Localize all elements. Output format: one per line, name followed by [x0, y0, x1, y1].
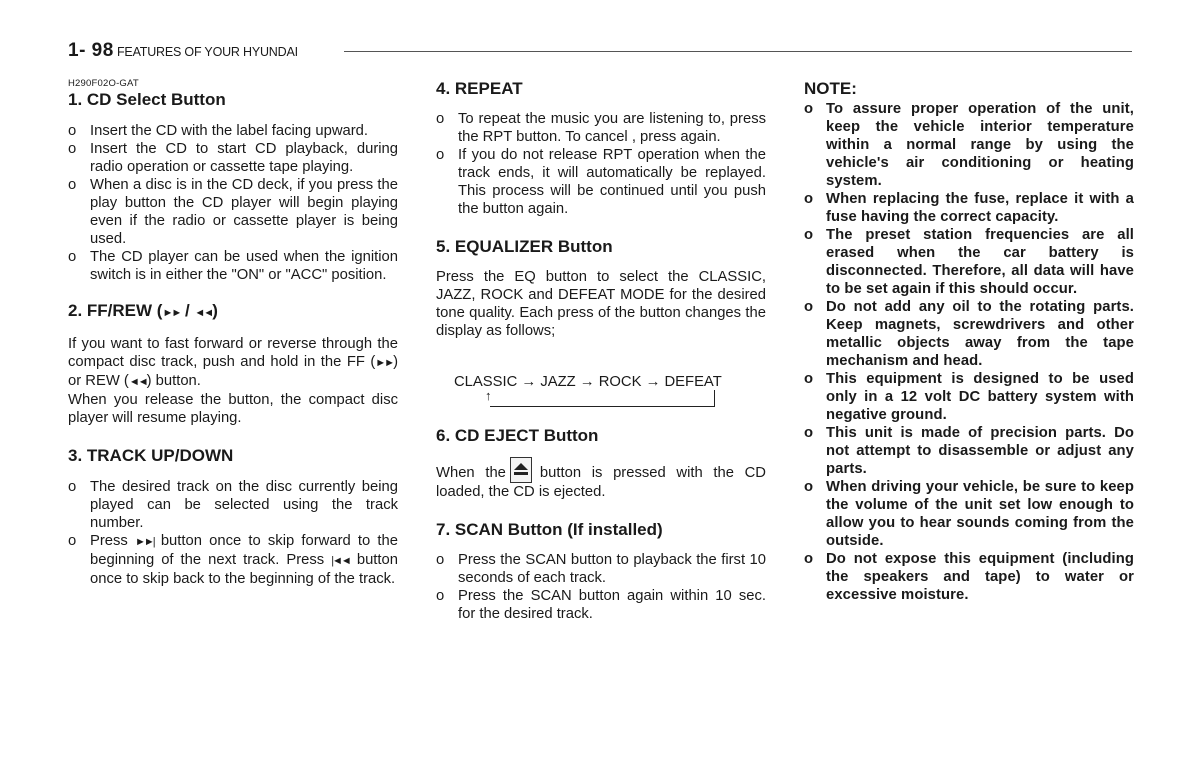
column-1 [68, 78, 398, 588]
ff-icon: ►► [375, 357, 394, 369]
list-item: o Insert the CD to start CD playback, during radio operation or cassette tape playing. [68, 141, 398, 175]
page-number: 1- 98 [68, 40, 114, 61]
list-item: o If you do not release RPT operation when the track ends, it will automatically be replayed. This process will be continued until you push the button again. [436, 147, 766, 217]
eject-icon [510, 457, 532, 483]
heading-cd-select: 1. CD Select Button [68, 90, 226, 109]
return-arrow-icon: ↑ [485, 388, 492, 403]
list-scan [436, 551, 766, 623]
list-item: o The CD player can be used when the ignition switch is in either the "ON" or "ACC" position. [68, 249, 398, 283]
list-cd-select [68, 122, 398, 284]
ff-rew-release-paragraph: When you release the button, the compact disc player will resume playing. [68, 392, 398, 426]
rew-icon: ◄◄ [194, 307, 213, 319]
list-item: o The preset station frequencies are all erased when the car battery is disconnected. Therefore, all data will have to be set again if this should occur. [804, 227, 1134, 297]
list-item: o Do not add any oil to the rotating parts. Keep magnets, screwdrivers and other metallic objects away from the tape mechanism and head. [804, 299, 1134, 369]
rew-icon: ◄◄ [128, 376, 147, 388]
list-item: o When replacing the fuse, replace it with a fuse having the correct capacity. [804, 191, 1134, 225]
list-item: o To repeat the music you are listening to, press the RPT button. To cancel , press again. [436, 111, 766, 145]
list-item: o This unit is made of precision parts. Do not attempt to disassemble or adjust any parts. [804, 425, 1134, 477]
doc-code: H290F02O-GAT [68, 78, 139, 89]
list-item: o When driving your vehicle, be sure to keep the volume of the unit set low enough to allow you to hear sounds coming from the outside. [804, 479, 1134, 549]
list-item: o When a disc is in the CD deck, if you press the play button the CD player will begin playing even if the radio or cassette player is being used. [68, 177, 398, 247]
eject-paragraph: When the button is pressed with the CD loaded, the CD is ejected. [436, 457, 766, 501]
column-2 [436, 78, 766, 623]
eq-cycle-text: CLASSIC → JAZZ → ROCK → DEFEAT [454, 374, 722, 390]
list-item: o Press ►►| button once to skip forward to the beginning of the next track. Press |◄◄ button once to skip back to the beginning of the track. [68, 533, 398, 587]
section-title: FEATURES OF YOUR HYUNDAI [117, 45, 298, 59]
list-item: o Press the SCAN button again within 10 sec. for the desired track. [436, 588, 766, 622]
heading-cd-eject: 6. CD EJECT Button [436, 426, 599, 445]
eq-cycle-diagram [436, 364, 766, 404]
list-item: o The desired track on the disc currently being played can be selected using the track number. [68, 479, 398, 531]
list-track [68, 478, 398, 588]
list-note [804, 100, 1134, 604]
column-3-note [804, 78, 1134, 604]
header-rule [344, 51, 1132, 52]
heading-repeat: 4. REPEAT [436, 79, 523, 98]
list-item: o Press the SCAN button to playback the first 10 seconds of each track. [436, 552, 766, 586]
heading-ff-rew: 2. FF/REW (►► / ◄◄) [68, 301, 218, 320]
heading-equalizer: 5. EQUALIZER Button [436, 237, 613, 256]
heading-note: NOTE: [804, 79, 857, 98]
list-item: o Do not expose this equipment (including the speakers and tape) to water or excessive moisture. [804, 551, 1134, 603]
heading-track: 3. TRACK UP/DOWN [68, 446, 234, 465]
return-line [490, 390, 715, 407]
list-item: o This equipment is designed to be used only in a 12 volt DC battery system with negative ground. [804, 371, 1134, 423]
list-repeat [436, 110, 766, 218]
list-item: o Insert the CD with the label facing upward. [68, 123, 368, 139]
track-back-icon: |◄◄ [331, 555, 350, 567]
equalizer-paragraph: Press the EQ button to select the CLASSIC, JAZZ, ROCK and DEFEAT MODE for the desired tone quality. Each press of the button changes the display as follows; [436, 269, 766, 339]
page-header [68, 40, 1132, 62]
ff-icon: ►► [162, 307, 181, 319]
track-forward-icon: ►►| [135, 536, 154, 548]
list-item: o To assure proper operation of the unit, keep the vehicle interior temperature within a normal range by using the vehicle's air conditioning or heating system. [804, 101, 1134, 189]
ff-rew-paragraph: If you want to fast forward or reverse through the compact disc track, push and hold in the FF (►►) or REW (◄◄) button. [68, 336, 398, 389]
heading-scan: 7. SCAN Button (If installed) [436, 520, 663, 539]
